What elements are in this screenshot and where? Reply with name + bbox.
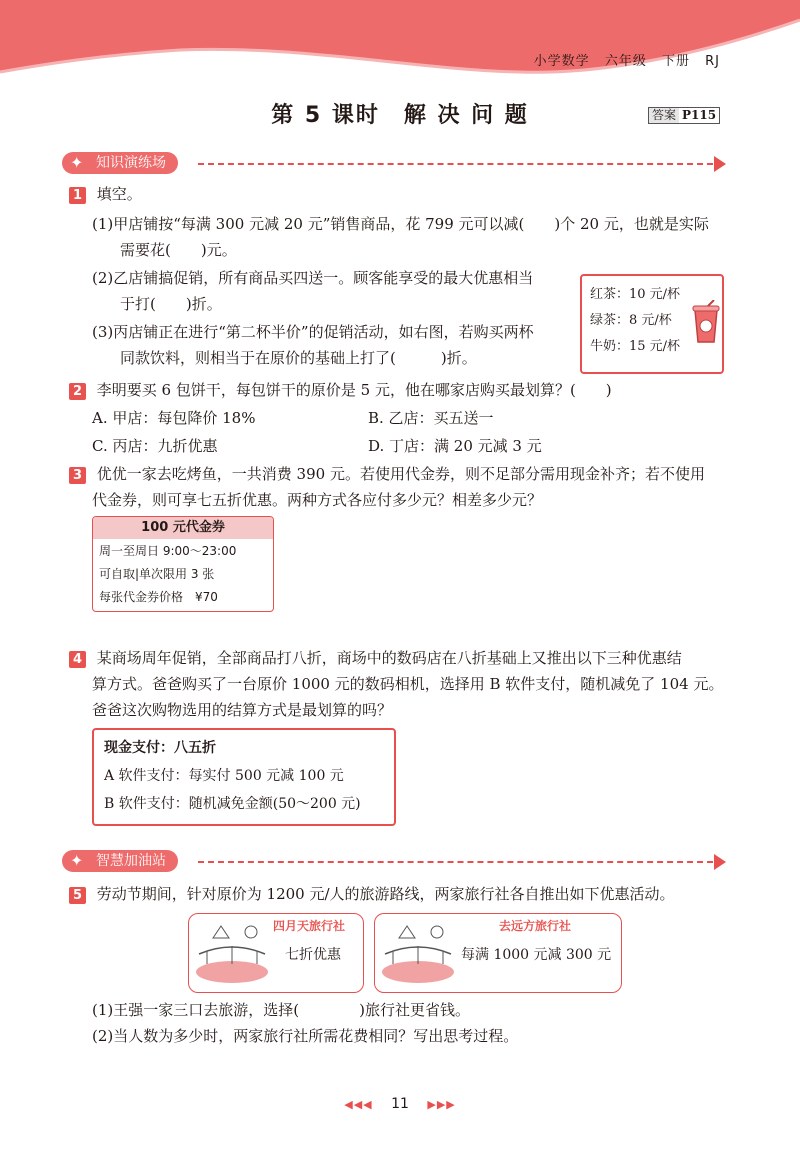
section-pill (62, 152, 178, 174)
agency-name: 四月天旅行社 (273, 919, 346, 933)
question-number: 2 (69, 383, 86, 400)
breadcrumb-edition: RJ (705, 54, 720, 69)
question-number: 1 (69, 187, 86, 204)
q1-part3-line2: 同款饮料，则相当于在原价的基础上打了( )折。 (120, 349, 477, 367)
section-divider (198, 861, 713, 863)
question-text-line3: 爸爸这次购物选用的结算方式是最划算的吗？ (92, 701, 393, 719)
section-label: 智慧加油站 (96, 853, 166, 869)
voucher-row: 周一至周日 9:00～23:00 (99, 544, 237, 558)
question-text-line1: 某商场周年促销，全部商品打八折，商场中的数码店在八折基础上又推出以下三种优惠结 (96, 649, 682, 667)
breadcrumb (524, 50, 720, 69)
option-d[interactable]: D. 丁店：满 20 元减 3 元 (368, 437, 542, 455)
question-text-line1: 优优一家去吃烤鱼，一共消费 390 元。若使用代金券，则不足部分需用现金补齐；若不使用 (96, 465, 705, 483)
river-bridge-icon (379, 920, 457, 986)
option-b[interactable]: B. 乙店：买五送一 (368, 409, 494, 427)
section-label: 知识演练场 (96, 155, 166, 171)
arrow-right-icon (714, 854, 726, 870)
drink-cup-icon (690, 300, 722, 346)
q1-part2-line2: 于打( )折。 (120, 295, 222, 313)
section-header-challenge (62, 850, 727, 874)
page-footer (0, 1096, 800, 1112)
question-text-line2: 代金券，则可享七五折优惠。两种方式各应付多少元？相差多少元？ (92, 491, 543, 509)
answer-label: 答案 (649, 108, 679, 123)
star-icon: ✦ (70, 153, 84, 172)
section-pill (62, 850, 178, 872)
option-a[interactable]: A. 甲店：每包降价 18% (92, 409, 256, 427)
question-text-line2: 算方式。爸爸购买了一台原价 1000 元的数码相机，选择用 B 软件支付，随机减免了 104 元。 (92, 675, 724, 693)
payment-option: A 软件支付：每实付 500 元减 100 元 (104, 768, 344, 784)
question-title: 填空。 (96, 185, 142, 203)
question-2 (69, 380, 612, 400)
question-number: 4 (69, 651, 86, 668)
arrow-right-icon (714, 156, 726, 172)
question-3 (69, 464, 705, 484)
q5-subquestion-1: (1)王强一家三口去旅游，选择( )旅行社更省钱。 (92, 1001, 470, 1019)
travel-agency-card (374, 913, 622, 993)
question-number: 3 (69, 467, 86, 484)
payment-option: 现金支付：八五折 (104, 740, 216, 756)
river-bridge-icon (193, 920, 271, 986)
voucher-title: 100 元代金券 (93, 517, 273, 539)
page-number: 11 (391, 1096, 409, 1112)
star-icon: ✦ (70, 851, 84, 870)
q1-part3-line1: (3)丙店铺正在进行“第二杯半价”的促销活动，如右图，若购买两杯 (92, 323, 534, 341)
question-number: 5 (69, 887, 86, 904)
voucher-card (92, 516, 274, 612)
prev-arrows-icon: ◀◀◀ (344, 1098, 373, 1111)
option-c[interactable]: C. 丙店：九折优惠 (92, 437, 218, 455)
voucher-row: 每张代金券价格 ¥70 (99, 590, 218, 604)
question-4 (69, 648, 682, 668)
section-divider (198, 163, 713, 165)
breadcrumb-subject: 小学数学 (533, 54, 590, 69)
next-arrows-icon: ▶▶▶ (427, 1098, 456, 1111)
menu-item: 绿茶：8 元/杯 (590, 313, 672, 328)
breadcrumb-volume: 下册 (661, 54, 690, 69)
answer-page: P115 (682, 108, 717, 122)
voucher-row: 可自取|单次限用 3 张 (99, 567, 215, 581)
question-text: 劳动节期间，针对原价为 1200 元/人的旅游路线，两家旅行社各自推出如下优惠活动。 (96, 885, 675, 903)
question-5 (69, 884, 675, 904)
breadcrumb-grade: 六年级 (604, 54, 647, 69)
question-1 (69, 184, 142, 204)
agency-offer: 七折优惠 (285, 947, 341, 963)
menu-item: 红茶：10 元/杯 (590, 287, 681, 302)
payment-options-box (92, 728, 396, 826)
section-header-practice (62, 152, 727, 176)
q1-part1-line1: (1)甲店铺按“每满 300 元减 20 元”销售商品，花 799 元可以减( )个 20 元，也就是实际 (92, 215, 709, 233)
agency-name: 去远方旅行社 (499, 919, 572, 933)
q5-subquestion-2: (2)当人数为多少时，两家旅行社所需花费相同？写出思考过程。 (92, 1027, 519, 1045)
answer-reference[interactable] (648, 107, 720, 124)
agency-offer: 每满 1000 元减 300 元 (461, 947, 612, 963)
question-text: 李明要买 6 包饼干，每包饼干的原价是 5 元，他在哪家店购买最划算？( ) (96, 381, 612, 399)
travel-agency-card (188, 913, 364, 993)
menu-item: 牛奶：15 元/杯 (590, 339, 681, 354)
payment-option: B 软件支付：随机减免金额(50～200 元) (104, 796, 361, 812)
q1-part2-line1: (2)乙店铺搞促销，所有商品买四送一。顾客能享受的最大优惠相当 (92, 269, 534, 287)
page-title: 第 5 课时 解 决 问 题 (271, 103, 529, 128)
q1-part1-line2: 需要花( )元。 (120, 241, 237, 259)
